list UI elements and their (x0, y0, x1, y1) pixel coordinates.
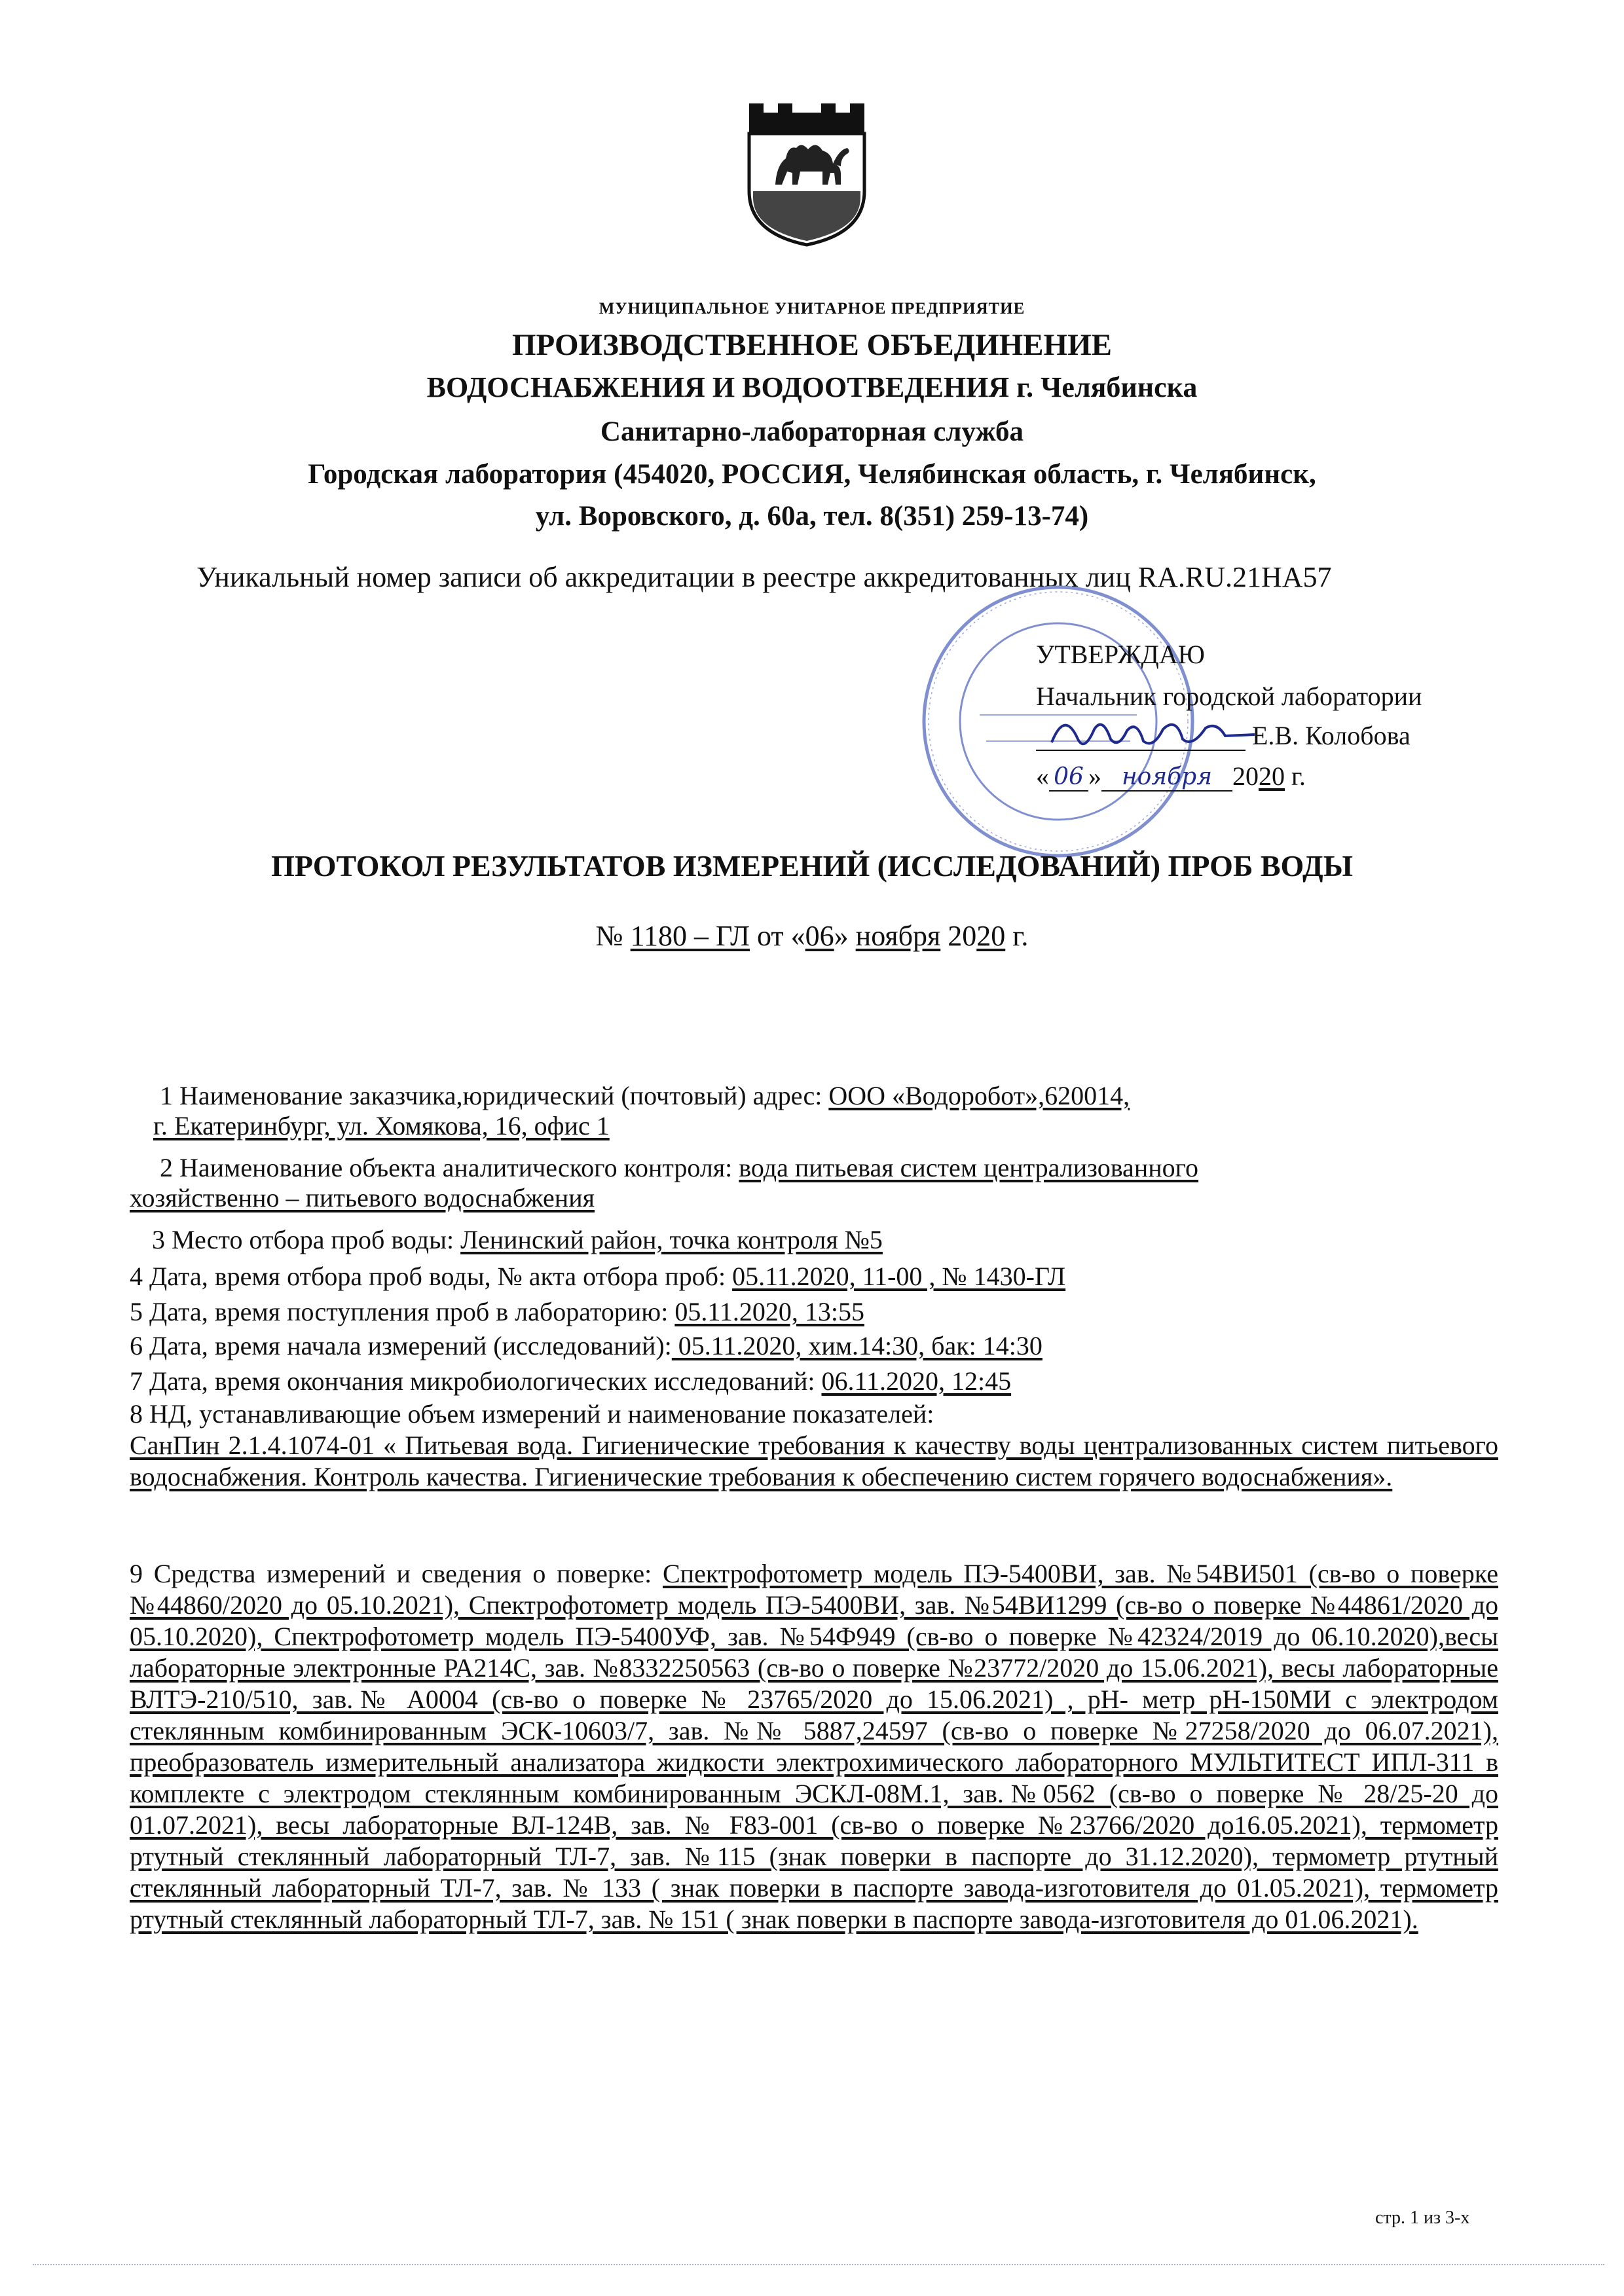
item-4 (130, 1261, 1065, 1292)
item-3 (152, 1224, 883, 1255)
org-name-line1: ПРОИЗВОДСТВЕННОЕ ОБЪЕДИНЕНИЕ (512, 328, 1112, 362)
approver-name: Е.В. Колобова (1252, 721, 1411, 750)
item-1-value-cont: г. Екатеринбург, ул. Хомякова, 16, офис 1 (153, 1111, 610, 1140)
protocol-year-a: 20 (948, 920, 977, 952)
item-1 (160, 1080, 1130, 1111)
item-8 (130, 1398, 934, 1429)
service-name: Санитарно-лабораторная служба (600, 416, 1024, 447)
approver-position: Начальник городской лаборатории (1036, 682, 1422, 711)
item-4-label: 4 Дата, время отбора проб воды, № акта отбора проб: (130, 1262, 733, 1291)
protocol-month: ноября (855, 920, 941, 952)
protocol-number-line: № 1180 – ГЛ от «06» ноября 2020 г. (595, 920, 1029, 952)
date-from: от « (750, 920, 805, 952)
lab-address-line2: ул. Воровского, д. 60а, тел. 8(351) 259-13-74) (535, 501, 1089, 532)
item-8-value: СанПин 2.1.4.1074-01 « Питьевая вода. Гигиенические требования к качеству воды централизованных систем питьевого водоснабжения. Контроль качества. Гигиенические требования к обеспечению систем горячего водоснабжения». (130, 1430, 1498, 1491)
org-name-line2: ВОДОСНАБЖЕНИЯ И ВОДООТВЕДЕНИЯ г. Челябинска (426, 371, 1198, 403)
item-3-value: Ленинский район, точка контроля №5 (460, 1225, 883, 1254)
page-number: стр. 1 из 3-х (1375, 2208, 1470, 2228)
lab-address-line1: Городская лаборатория (454020, РОССИЯ, Челябинская область, г. Челябинск, (308, 459, 1316, 490)
item-6-label: 6 Дата, время начала измерений (исследований): (130, 1331, 672, 1360)
protocol-year-tail: г. (1005, 920, 1029, 952)
item-9-value: Спектрофотометр модель ПЭ-5400ВИ, зав. №54ВИ501 (св-во о поверке №44860/2020 до 05.10.2021), Спектрофотометр модель ПЭ-5400ВИ, зав. №54ВИ1299 (св-во о поверке №44861/2020 до 05.10.2020), Спектрофотометр модель ПЭ-5400УФ, зав. №54Ф949 (св-во о поверке №42324/2019 до 06.10.2020),весы лабораторные электронные РА214С, зав. №8332250563 (св-во о поверке №23772/2020 до 15.06.2021), весы лабораторные ВЛТЭ-210/510, зав.№ А0004 (св-во о поверке № 23765/2020 до 15.06.2021) , рН- метр рН-150МИ с электродом стеклянным комбинированным ЭСК-10603/7, зав. №№ 5887,24597 (св-во о поверке №27258/2020 до 06.07.2021), преобразователь измерительный анализатора жидкости электрохимического лабораторного МУЛЬТИТЕСТ ИПЛ-311 в комплекте с электродом стеклянным комбинированным ЭСКЛ-08М.1, зав.№0562 (св-во о поверке № 28/25-20 до 01.07.2021), весы лабораторные ВЛ-124В, зав. № F83-001 (св-во о поверке №23766/2020 до16.05.2021), термометр ртутный стеклянный лабораторный ТЛ-7, зав. №115 (знак поверки в паспорте до 31.12.2020), термометр ртутный стеклянный лабораторный ТЛ-7, зав. № 133 ( знак поверки в паспорте завода-изготовителя до 01.05.2021), термометр ртутный стеклянный лабораторный ТЛ-7, зав. № 151 ( знак поверки в паспорте завода-изготовителя до 01.06.2021). (130, 1559, 1498, 1934)
item-7-value: 06.11.2020, 12:45 (821, 1366, 1012, 1396)
protocol-day: 06 (805, 920, 834, 952)
approve-label: УТВЕРЖДАЮ (1036, 640, 1205, 669)
item-8-normative (130, 1430, 1498, 1493)
protocol-title: ПРОТОКОЛ РЕЗУЛЬТАТОВ ИЗМЕРЕНИЙ (ИССЛЕДОВАНИЙ) ПРОБ ВОДЫ (271, 849, 1353, 883)
handwritten-signature (1045, 703, 1261, 762)
item-1-value: ООО «Водоробот»,620014, (828, 1081, 1130, 1110)
item-5-value: 05.11.2020, 13:55 (674, 1297, 864, 1326)
approval-day: 06 (1049, 763, 1088, 792)
item-7-label: 7 Дата, время окончания микробиологических исследований: (130, 1366, 822, 1396)
protocol-year-b: 20 (976, 920, 1006, 952)
item-2-label: 2 Наименование объекта аналитического контроля: (160, 1153, 739, 1182)
item-1-cont (153, 1110, 610, 1141)
accreditation-number: Уникальный номер записи об аккредитации в реестре аккредитованных лиц RA.RU.21HA57 (196, 561, 1332, 593)
item-3-label: 3 Место отбора проб воды: (152, 1225, 461, 1254)
item-1-label: 1 Наименование заказчика,юридический (почтовый) адрес: (160, 1081, 829, 1110)
item-2-value: вода питьевая систем централизованного (739, 1153, 1199, 1182)
item-5-label: 5 Дата, время поступления проб в лабораторию: (130, 1297, 675, 1326)
coat-of-arms-emblem (736, 93, 877, 247)
item-8-label: 8 НД, устанавливающие объем измерений и наименование показателей: (130, 1399, 934, 1429)
approval-year-prefix: 20 (1232, 761, 1259, 791)
bottom-divider (33, 2264, 1604, 2265)
item-2 (160, 1152, 1198, 1183)
item-5 (130, 1296, 864, 1327)
item-7 (130, 1366, 1011, 1396)
approval-date: « 06 » ноября 2020 г. (1036, 761, 1306, 791)
item-2-cont (130, 1182, 595, 1213)
item-4-value: 05.11.2020, 11-00 , № 1430-ГЛ (732, 1262, 1066, 1291)
number-prefix: № (595, 920, 631, 952)
org-type: МУНИЦИПАЛЬНОЕ УНИТАРНОЕ ПРЕДПРИЯТИЕ (599, 300, 1025, 318)
item-2-value-cont: хозяйственно – питьевого водоснабжения (130, 1183, 595, 1212)
item-9-label: 9 Средства измерений и сведения о поверке: (130, 1559, 663, 1588)
item-6 (130, 1330, 1043, 1361)
approval-month: ноября (1101, 763, 1232, 792)
approval-date-suffix: г. (1285, 761, 1306, 791)
approval-year-suffix: 20 (1259, 761, 1285, 791)
protocol-number: 1180 – ГЛ (630, 920, 750, 952)
item-9 (130, 1558, 1498, 1935)
item-6-value: 05.11.2020, хим.14:30, бак: 14:30 (671, 1331, 1043, 1360)
